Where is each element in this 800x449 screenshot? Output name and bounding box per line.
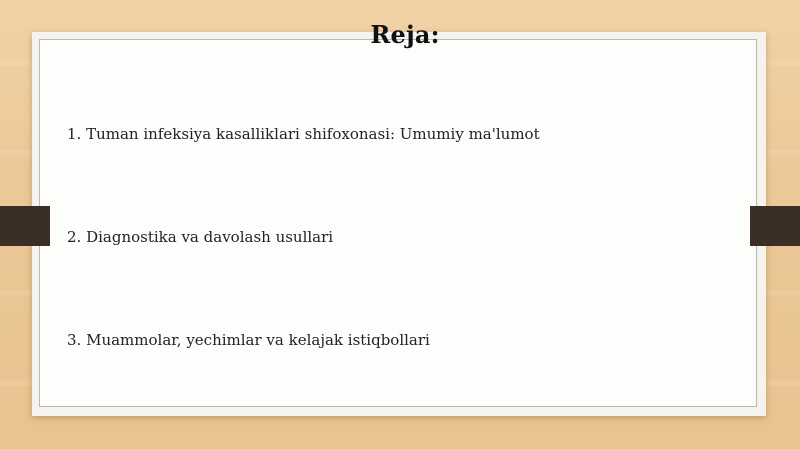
slide-title: Reja:	[370, 20, 440, 49]
slide-card	[32, 32, 766, 416]
right-decorative-tab	[750, 206, 800, 246]
left-decorative-tab	[0, 206, 50, 246]
plan-item-2: 2. Diagnostika va davolash usullari	[67, 228, 334, 246]
plan-item-1: 1. Tuman infeksiya kasalliklari shifoxonasi: Umumiy ma'lumot	[67, 125, 540, 143]
slide-content-area	[39, 39, 757, 407]
plan-item-3: 3. Muammolar, yechimlar va kelajak istiqbollari	[67, 331, 430, 349]
